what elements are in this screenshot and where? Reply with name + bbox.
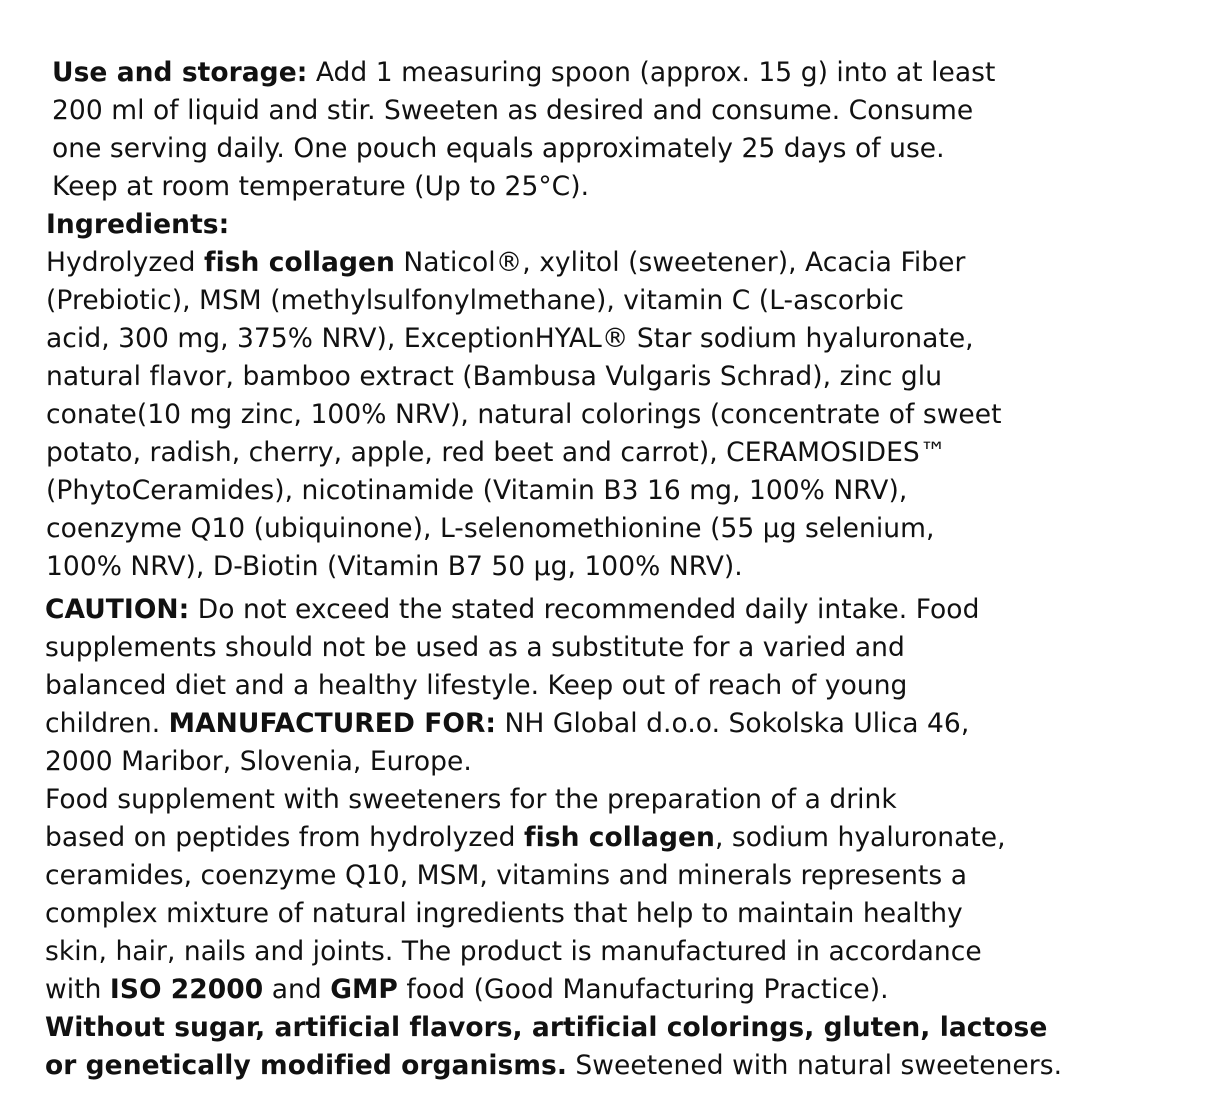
ingredients-line-5: conate(10 mg zinc, 100% NRV), natural colorings (concentrate of sweet (46, 399, 1002, 430)
caution-line-4: children. MANUFACTURED FOR: NH Global d.o.o. Sokolska Ulica 46, (45, 708, 970, 739)
without-line-1: Without sugar, artificial flavors, artificial colorings, gluten, lactose (45, 1012, 1048, 1043)
description-line-2: based on peptides from hydrolyzed fish collagen, sodium hyaluronate, (45, 822, 1006, 853)
description-line-5: skin, hair, nails and joints. The product is manufactured in accordance (45, 936, 982, 967)
caution-line-5: 2000 Maribor, Slovenia, Europe. (45, 746, 472, 777)
fish-collagen-bold: fish collagen (524, 822, 715, 853)
caution-line-1: CAUTION: Do not exceed the stated recommended daily intake. Food (45, 594, 980, 625)
description-line-4: complex mixture of natural ingredients that help to maintain healthy (45, 898, 963, 929)
use-storage-line-3: one serving daily. One pouch equals approximately 25 days of use. (52, 133, 945, 164)
description-line-1: Food supplement with sweeteners for the preparation of a drink (45, 784, 897, 815)
ingredients-line-7: (PhytoCeramides), nicotinamide (Vitamin B3 16 mg, 100% NRV), (46, 475, 908, 506)
ingredients-line-8: coenzyme Q10 (ubiquinone), L-selenomethionine (55 µg selenium, (46, 513, 935, 544)
ingredients-line-4: natural flavor, bamboo extract (Bambusa Vulgaris Schrad), zinc glu (46, 361, 943, 392)
caution-line-2: supplements should not be used as a substitute for a varied and (45, 632, 905, 663)
gmp-bold: GMP (330, 974, 398, 1005)
without-line-2: or genetically modified organisms. Sweetened with natural sweeteners. (45, 1050, 1063, 1081)
description-line-6: with ISO 22000 and GMP food (Good Manufacturing Practice). (45, 974, 889, 1005)
ingredients-line-1: Hydrolyzed fish collagen Naticol®, xylitol (sweetener), Acacia Fiber (46, 247, 966, 278)
description-line-3: ceramides, coenzyme Q10, MSM, vitamins and minerals represents a (45, 860, 967, 891)
manufactured-for-heading: MANUFACTURED FOR: (168, 708, 497, 739)
use-storage-line-1: Use and storage: Add 1 measuring spoon (approx. 15 g) into at least (52, 57, 996, 88)
use-storage-line-4: Keep at room temperature (Up to 25°C). (52, 171, 590, 202)
caution-heading: CAUTION: (45, 594, 190, 625)
ingredients-line-2: (Prebiotic), MSM (methylsulfonylmethane), vitamin C (L-ascorbic (46, 285, 905, 316)
fish-collagen-bold: fish collagen (204, 247, 395, 278)
caution-line-3: balanced diet and a healthy lifestyle. Keep out of reach of young (45, 670, 908, 701)
use-storage-heading: Use and storage: (52, 57, 308, 88)
ingredients-line-9: 100% NRV), D-Biotin (Vitamin B7 50 µg, 100% NRV). (46, 551, 743, 582)
ingredients-line-6: potato, radish, cherry, apple, red beet and carrot), CERAMOSIDES™ (46, 437, 947, 468)
use-storage-line-2: 200 ml of liquid and stir. Sweeten as desired and consume. Consume (52, 95, 974, 126)
ingredients-heading: Ingredients: (46, 209, 230, 240)
ingredients-line-3: acid, 300 mg, 375% NRV), ExceptionHYAL® Star sodium hyaluronate, (46, 323, 974, 354)
iso-bold: ISO 22000 (109, 974, 264, 1005)
